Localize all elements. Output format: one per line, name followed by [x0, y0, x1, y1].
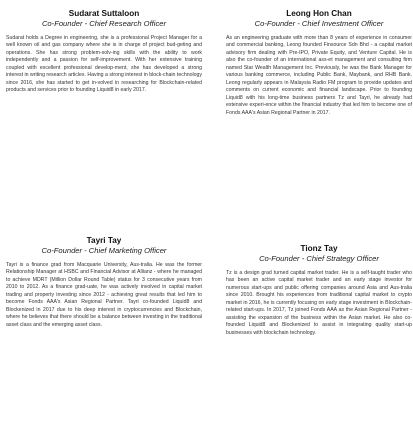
- profile-name: Tayri Tay: [86, 236, 122, 245]
- profile-sudarat-suttaloon: [6, 9, 202, 95]
- profile-bio: Sudarat holds a Degree in engineering, she is a professional Project Manager for a well known oil and gas company where she is in charge of project bud-geting and operations. She has strong problem-solv-ing skills with the ability to work independently and a passion for self-improvement. With her extensive training coupled with excellent professional develop-ment, she has developed a strong interest in writing research articles. Having a strong interest in block-chain technology since 2016, she has started to get in-volved in researching for Blockchain-related products and services prior to founding Liquid8 in early 2017.: [6, 35, 202, 94]
- profile-name: Tionz Tay: [300, 244, 338, 253]
- profile-role: Co-Founder - Chief Strategy Officer: [259, 254, 379, 263]
- profile-role: Co-Founder - Chief Marketing Officer: [41, 246, 167, 255]
- profile-bio: Tz is a design grad turned capital market trader. He is a self-taught trader who has been an active capital market trader and an early stage investor for numerous start-ups and public offering companies around Asia and Aus-tralia since 2010. Brought his experiences from traditional capital market to crypto market in 2016, he is currently focusing on early stage investment in Blockchain-related start-ups. In 2017, Tz joined Fonds AAA as the Asian Regional Partner - assisting the expansion of the business within the Asian market. He also co-founded Liquid8 and Blockenized to assist in integrating quality start-up businesses with blockchain technology.: [226, 270, 412, 336]
- profile-role: Co-Founder - Chief Research Officer: [41, 19, 167, 28]
- profile-tayri-tay: [6, 236, 202, 329]
- profile-bio: As an engineering graduate with more than 8 years of experience in consumer and commercial banking, Leong founded Finsource Sdn Bhd - a capital market advisory firm dealing with Pre-IPO, Private Equity, and Venture Capital. He is also the co-founder of an international ass-et management and consulting firm named Star Wealth Management Inc. Previously, he was the Bank Manager for various banking commerce, including Public Bank, Maybank, and RHB Bank. Leong regularly appears in Malaysia Radio FM program to provide updates and comments on current economic and financial landscape. Prior to founding Liquid8 with his long-time business partners Tz and Tayri, he already had extensive experi-ence within the financial industry that led him to become one of Fonds AAA's Asian Regional Partner in 2017.: [226, 35, 412, 116]
- profile-role: Co-Founder - Chief Investment Officer: [254, 19, 384, 28]
- profile-bio: Tayri is a finance grad from Macquarie University, Aus-tralia. He was the former Relationship Manager at HSBC and Financial Advisor at Allianz - where he managed to achieve MDRT (Million Dollar Round Table) status for 3 consecutive years from 2010 to 2012. As a finance grad-uate, he was actively involved in capital market trading and property investing since 2012 - achieving great results that led him to become Fonds AAA's Asian Regional Partner. Tayri co-founded Liquid8 and Blockenized in 2017 due to his deep interest in cryptocurrencies and Blockchain, where he believes that there should be a balance between investing in the traditional asset class and the emerging asset class.: [6, 262, 202, 328]
- profile-name: Leong Hon Chan: [286, 9, 352, 18]
- profile-name: Sudarat Suttaloon: [68, 9, 140, 18]
- profile-leong-hon-chan: [226, 9, 412, 117]
- profile-tionz-tay: [226, 244, 412, 337]
